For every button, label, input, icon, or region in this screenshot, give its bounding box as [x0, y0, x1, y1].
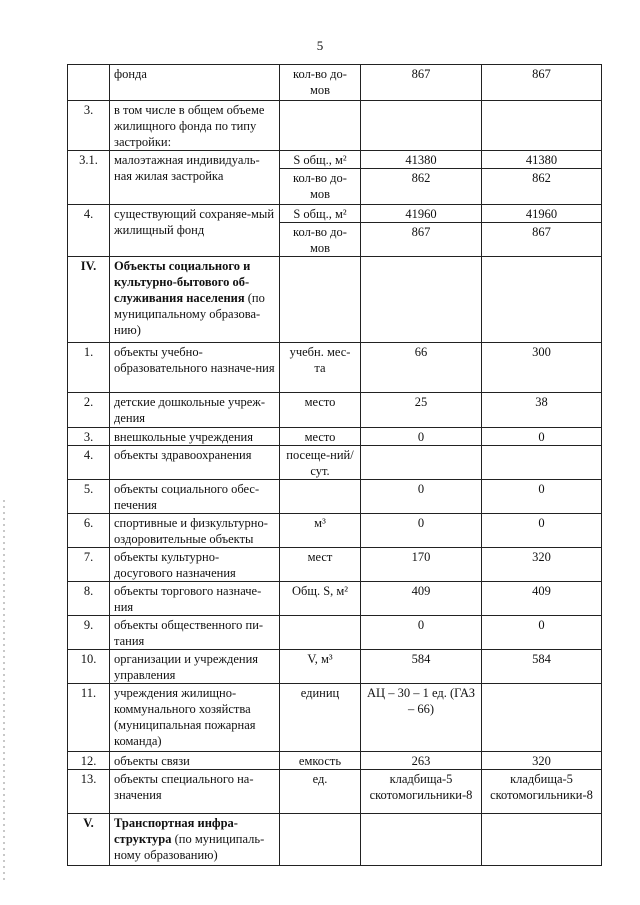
row-value-1: 263 [361, 752, 482, 770]
row-value-1 [361, 446, 482, 480]
table-row [68, 205, 602, 223]
row-unit: посеще-ний/сут. [280, 446, 361, 480]
row-text: объекты связи [110, 752, 280, 770]
row-text: объекты здравоохранения [110, 446, 280, 480]
row-value-1: 41380 [361, 151, 482, 169]
row-number: 3. [68, 101, 110, 151]
row-value-2: 38 [482, 393, 602, 428]
row-value-2: 41960 [482, 205, 602, 223]
row-text: учреждения жилищно-коммунального хозяйства (муниципальная пожарная команда) [110, 684, 280, 752]
row-unit: кол-во до-мов [280, 65, 361, 101]
row-text: объекты культурно-досугового назначения [110, 548, 280, 582]
section-title [110, 257, 280, 343]
section-number: V. [68, 814, 110, 866]
table-row [68, 101, 602, 151]
row-value-1 [361, 101, 482, 151]
row-unit: Общ. S, м² [280, 582, 361, 616]
row-number: 8. [68, 582, 110, 616]
row-text: спортивные и физкультурно-оздоровительные объекты [110, 514, 280, 548]
row-value-1: 867 [361, 65, 482, 101]
section-title-rest: (по муниципаль-ному образованию) [114, 832, 265, 862]
table-row [68, 428, 602, 446]
row-unit: мест [280, 548, 361, 582]
row-value-1: 409 [361, 582, 482, 616]
row-value-2: 0 [482, 428, 602, 446]
row-number: 9. [68, 616, 110, 650]
section-number: IV. [68, 257, 110, 343]
row-unit: единиц [280, 684, 361, 752]
row-unit: кол-во до-мов [280, 169, 361, 205]
row-number: 13. [68, 770, 110, 814]
table-row [68, 582, 602, 616]
row-value-2: 300 [482, 343, 602, 393]
row-text: детские дошкольные учреж-дения [110, 393, 280, 428]
section-title-bold: Объекты социального и культурно-бытового об-служивания населения [114, 259, 251, 305]
row-unit: место [280, 428, 361, 446]
row-text: в том числе в общем объеме жилищного фонда по типу застройки: [110, 101, 280, 151]
row-value-2: 320 [482, 548, 602, 582]
table-row [68, 343, 602, 393]
table-row [68, 446, 602, 480]
row-value-1: 170 [361, 548, 482, 582]
row-value-1 [361, 814, 482, 866]
section-title [110, 814, 280, 866]
row-number: 3. [68, 428, 110, 446]
indicators-table [67, 64, 602, 866]
row-number: 11. [68, 684, 110, 752]
row-number: 7. [68, 548, 110, 582]
row-value-1: 25 [361, 393, 482, 428]
row-value-2 [482, 814, 602, 866]
row-value-2: 41380 [482, 151, 602, 169]
row-value-1 [361, 257, 482, 343]
row-value-2 [482, 684, 602, 752]
table-row [68, 514, 602, 548]
row-unit [280, 814, 361, 866]
row-text: объекты специального на-значения [110, 770, 280, 814]
row-unit: V, м³ [280, 650, 361, 684]
row-unit: S общ., м² [280, 151, 361, 169]
row-value-1: 862 [361, 169, 482, 205]
row-text: объекты социального обес-печения [110, 480, 280, 514]
row-unit: место [280, 393, 361, 428]
table-row [68, 393, 602, 428]
row-number: 6. [68, 514, 110, 548]
row-text: объекты общественного пи-тания [110, 616, 280, 650]
section-title-bold: Транспортная инфра-структура [114, 816, 238, 846]
row-text: фонда [110, 65, 280, 101]
row-unit: ед. [280, 770, 361, 814]
table-row [68, 770, 602, 814]
section-row [68, 814, 602, 866]
row-number: 12. [68, 752, 110, 770]
row-value-2: 0 [482, 616, 602, 650]
table-row [68, 480, 602, 514]
section-row [68, 257, 602, 343]
table-row [68, 684, 602, 752]
row-value-2: 320 [482, 752, 602, 770]
row-value-2: 0 [482, 514, 602, 548]
table-row [68, 752, 602, 770]
row-number: 3.1. [68, 151, 110, 205]
section-title-rest: (по муниципальному образова-нию) [114, 291, 265, 337]
row-value-1: 0 [361, 480, 482, 514]
row-value-2: кладбища-5 скотомогильники-8 [482, 770, 602, 814]
row-text: внешкольные учреждения [110, 428, 280, 446]
page-number: 5 [316, 38, 324, 53]
row-unit [280, 480, 361, 514]
row-value-1: 867 [361, 223, 482, 257]
row-value-2: 867 [482, 65, 602, 101]
row-unit: S общ., м² [280, 205, 361, 223]
row-unit [280, 101, 361, 151]
row-text: существующий сохраняе-мый жилищный фонд [110, 205, 280, 257]
row-number: 2. [68, 393, 110, 428]
row-number: 5. [68, 480, 110, 514]
row-text: малоэтажная индивидуаль-ная жилая застройка [110, 151, 280, 205]
row-number: 1. [68, 343, 110, 393]
row-value-1: 0 [361, 514, 482, 548]
row-value-1: АЦ – 30 – 1 ед. (ГАЗ – 66) [361, 684, 482, 752]
table-row [68, 65, 602, 101]
row-value-2 [482, 257, 602, 343]
table-row [68, 650, 602, 684]
row-text: объекты учебно-образовательного назначе-ния [110, 343, 280, 393]
row-unit: кол-во до-мов [280, 223, 361, 257]
row-number: 10. [68, 650, 110, 684]
row-value-1: 41960 [361, 205, 482, 223]
row-number: 4. [68, 446, 110, 480]
row-value-2: 409 [482, 582, 602, 616]
row-number: 4. [68, 205, 110, 257]
row-value-2: 862 [482, 169, 602, 205]
row-value-2: 0 [482, 480, 602, 514]
row-unit [280, 257, 361, 343]
row-value-1: 0 [361, 428, 482, 446]
row-text: объекты торгового назначе-ния [110, 582, 280, 616]
row-unit: емкость [280, 752, 361, 770]
row-value-2: 867 [482, 223, 602, 257]
row-value-2 [482, 101, 602, 151]
row-unit: м³ [280, 514, 361, 548]
row-value-1: 0 [361, 616, 482, 650]
row-number [68, 65, 110, 101]
table-row [68, 151, 602, 169]
row-unit [280, 616, 361, 650]
row-value-2 [482, 446, 602, 480]
row-text: организации и учреждения управления [110, 650, 280, 684]
row-unit: учебн. мес-та [280, 343, 361, 393]
table-row [68, 548, 602, 582]
row-value-1: 584 [361, 650, 482, 684]
row-value-1: кладбища-5 скотомогильники-8 [361, 770, 482, 814]
table-row [68, 616, 602, 650]
row-value-2: 584 [482, 650, 602, 684]
row-value-1: 66 [361, 343, 482, 393]
scan-edge-mark [3, 500, 5, 880]
